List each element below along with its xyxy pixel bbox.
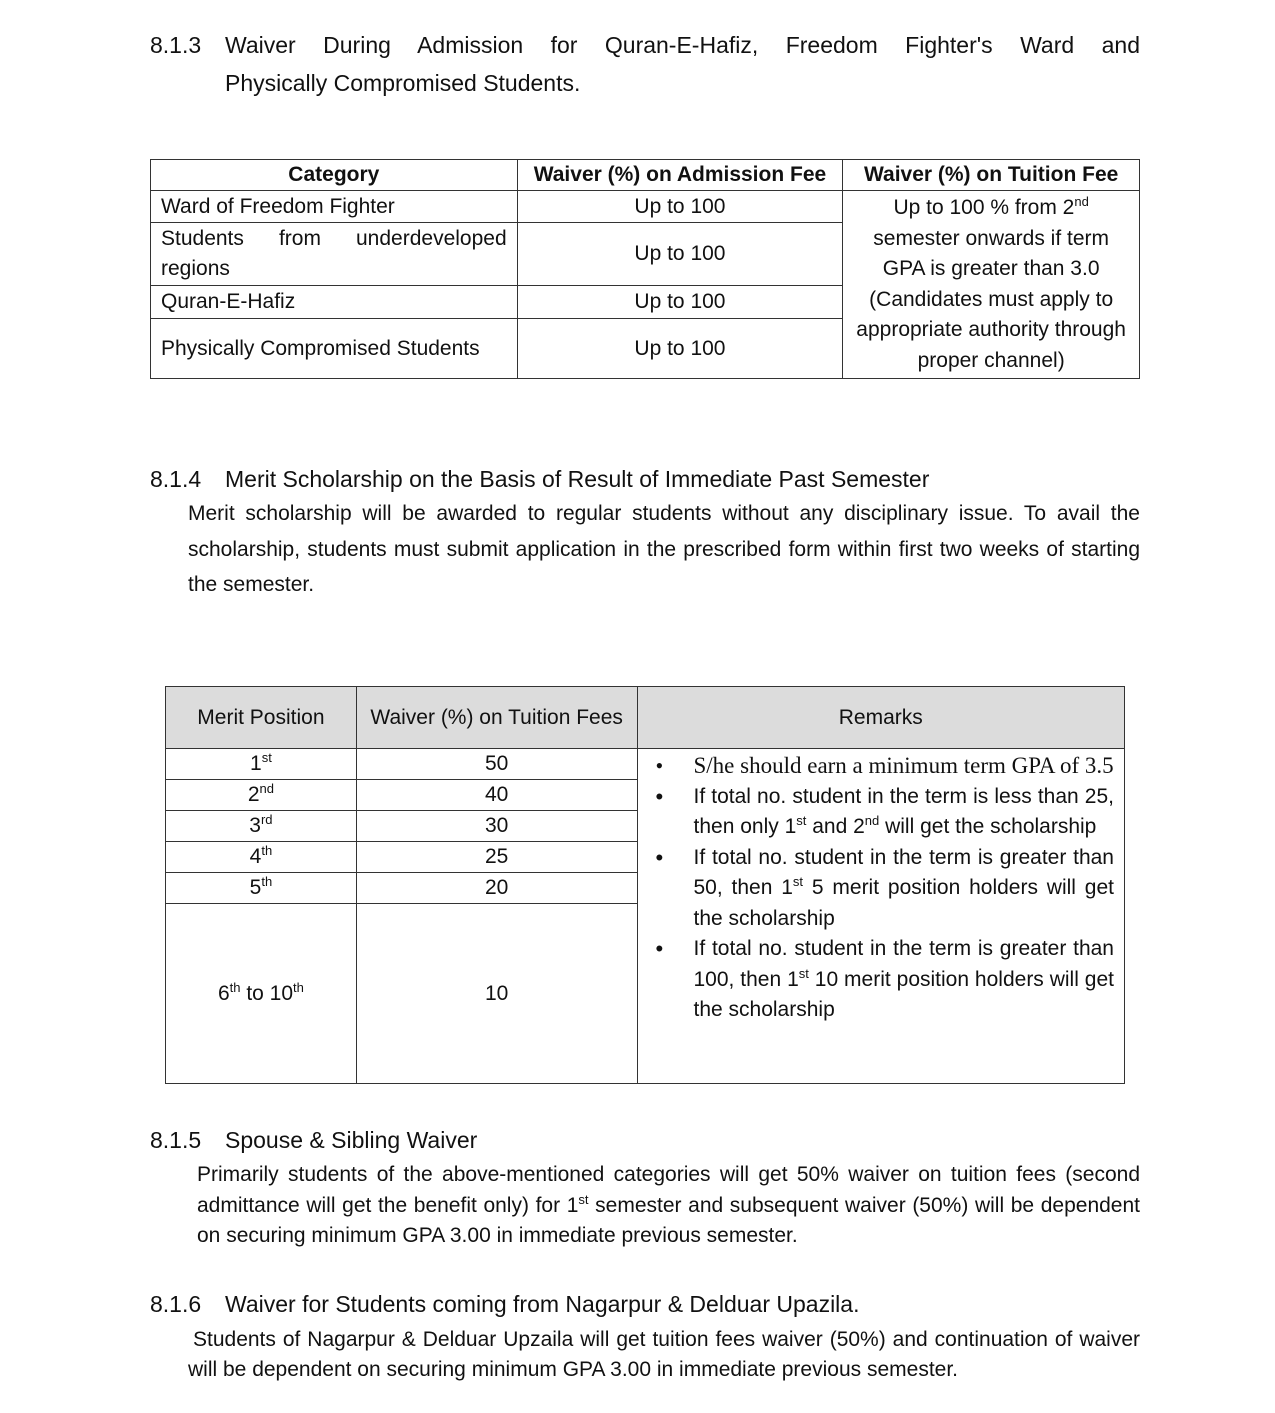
section-8-1-4-paragraph: Merit scholarship will be awarded to regular students without any disciplinary issue. To avail the scholarship, students must submit application in the prescribed form within first two weeks of starting the semester.	[188, 502, 1140, 596]
waiver-cell: 25	[356, 842, 637, 873]
remark-item: • If total no. student in the term is less than 25, then only 1st and 2nd will get the scholarship	[656, 782, 1115, 843]
admission-cell: Up to 100	[517, 223, 843, 286]
category-cell: Quran-E-Hafiz	[151, 286, 518, 319]
header-merit-position: Merit Position	[166, 687, 357, 749]
tuition-sup: nd	[1074, 194, 1089, 209]
merit-position-cell: 4th	[166, 842, 357, 873]
section-number: 8.1.4	[150, 466, 202, 492]
section-title: Waiver for Students coming from Nagarpur & Delduar Upazila.	[225, 1291, 860, 1317]
section-number: 8.1.5	[150, 1127, 202, 1153]
section-title-line2: Physically Compromised Students.	[225, 70, 581, 96]
remarks-cell	[637, 749, 1125, 1084]
table-row	[151, 191, 1140, 223]
admission-cell: Up to 100	[517, 319, 843, 379]
header-admission-fee: Waiver (%) on Admission Fee	[517, 160, 843, 191]
waiver-cell: 20	[356, 873, 637, 904]
section-8-1-6-heading	[150, 1285, 1140, 1323]
merit-position-cell: 2nd	[166, 780, 357, 811]
category-cell: Students from underdeveloped regions	[151, 223, 518, 286]
tuition-text-a: Up to 100 % from 2	[893, 196, 1075, 219]
section-title: Merit Scholarship on the Basis of Result of Immediate Past Semester	[225, 466, 930, 492]
category-cell: Physically Compromised Students	[151, 319, 518, 379]
merit-position-cell: 6th to 10th	[166, 904, 357, 1084]
header-category: Category	[151, 160, 518, 191]
section-title: Spouse & Sibling Waiver	[225, 1127, 478, 1153]
header-remarks: Remarks	[637, 687, 1125, 749]
section-title-line1: Waiver During Admission for Quran-E-Hafiz, Freedom Fighter's Ward and	[225, 32, 1140, 58]
admission-cell: Up to 100	[517, 191, 843, 223]
remark-item: • S/he should earn a minimum term GPA of 3.5	[656, 751, 1115, 782]
header-tuition-fee: Waiver (%) on Tuition Fee	[843, 160, 1140, 191]
section-8-1-5-paragraph: Primarily students of the above-mentioned categories will get 50% waiver on tuition fees (second admittance will get the benefit only) for 1st semester and subsequent waiver (50%) will be dependent on securing minimum GPA 3.00 in immediate previous semester.	[197, 1163, 1140, 1247]
section-number: 8.1.6	[150, 1291, 202, 1317]
table-header-row	[151, 160, 1140, 191]
section-8-1-3-heading	[150, 26, 1140, 102]
table-header-row	[166, 687, 1125, 749]
section-number: 8.1.3	[150, 32, 202, 58]
waiver-cell: 50	[356, 749, 637, 780]
admission-cell: Up to 100	[517, 286, 843, 319]
waiver-category-table	[150, 159, 1140, 379]
merit-position-cell: 1st	[166, 749, 357, 780]
merit-scholarship-table	[165, 686, 1125, 1084]
section-8-1-4-heading	[150, 460, 1140, 498]
merit-position-cell: 3rd	[166, 811, 357, 842]
waiver-cell: 40	[356, 780, 637, 811]
tuition-waiver-cell	[843, 191, 1140, 379]
category-cell: Ward of Freedom Fighter	[151, 191, 518, 223]
header-waiver-tuition: Waiver (%) on Tuition Fees	[356, 687, 637, 749]
waiver-cell: 10	[356, 904, 637, 1084]
remark-item: • If total no. student in the term is greater than 100, then 1st 10 merit position holders will get the scholarship	[656, 934, 1115, 1026]
section-8-1-6-paragraph: Students of Nagarpur & Delduar Upzaila will get tuition fees waiver (50%) and continuation of waiver will be dependent on securing minimum GPA 3.00 in immediate previous semester.	[188, 1328, 1140, 1381]
table-row	[166, 749, 1125, 780]
waiver-cell: 30	[356, 811, 637, 842]
section-8-1-5-heading	[150, 1121, 1140, 1159]
remark-item: • If total no. student in the term is greater than 50, then 1st 5 merit position holders will get the scholarship	[656, 843, 1115, 935]
merit-position-cell: 5th	[166, 873, 357, 904]
tuition-text-b: semester onwards if term GPA is greater than 3.0 (Candidates must apply to appropriate authority through proper channel)	[856, 226, 1126, 372]
